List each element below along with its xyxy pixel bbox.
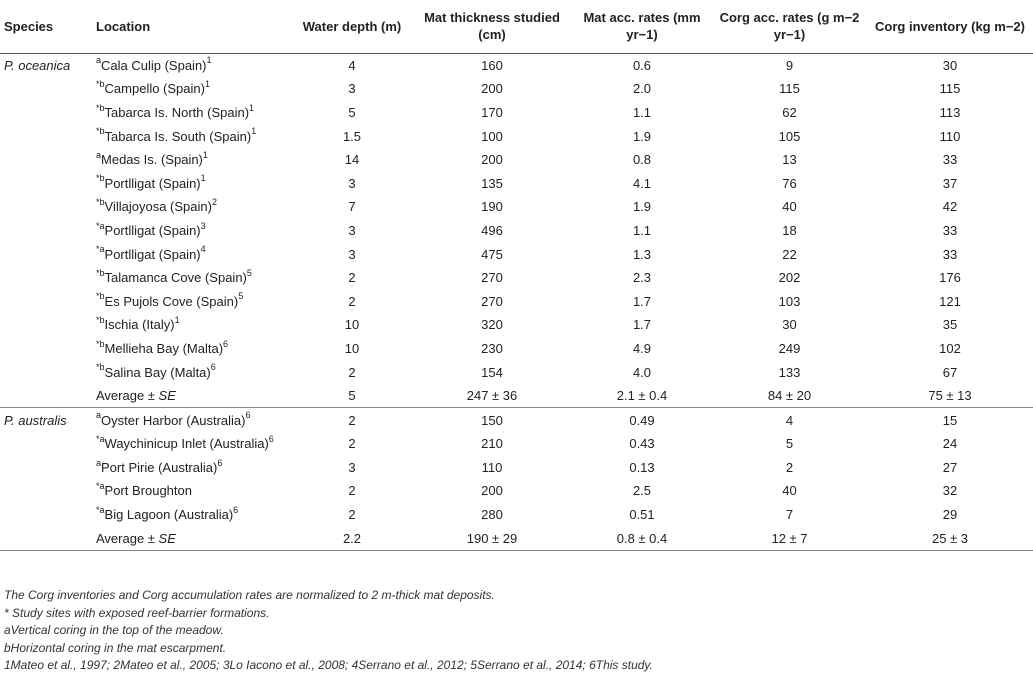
header-row [0, 0, 1033, 53]
corg-inventory-cell: 27 [942, 459, 958, 475]
corg-acc-cell: 4 [785, 412, 794, 428]
location-cell [92, 432, 292, 456]
average-mat-thickness-cell: 190 ± 29 [412, 526, 572, 550]
footnote-a: aVertical coring in the top of the meadow. [4, 623, 224, 637]
mat-thickness-cell: 154 [481, 364, 503, 380]
location-cell [92, 148, 292, 172]
location-name: Waychinicup Inlet (Australia) [104, 436, 269, 452]
coring-type-marker: b [99, 291, 105, 302]
species-cell [0, 195, 92, 219]
table-row [0, 289, 1033, 313]
water-depth-cell: 2 [348, 412, 356, 428]
average-row [0, 526, 1033, 550]
exposed-reef-marker: * [96, 267, 100, 278]
species-cell [0, 313, 92, 337]
table-row [0, 408, 1033, 432]
reference-marker: 1 [206, 55, 212, 66]
exposed-reef-marker: * [96, 126, 100, 137]
corg-acc-cell: 30 [782, 317, 797, 333]
mat-acc-cell: 2.0 [632, 81, 652, 97]
mat-acc-cell: 0.13 [629, 459, 655, 475]
reference-marker: 3 [200, 220, 206, 231]
location-cell [92, 171, 292, 195]
average-text: Average ± [96, 388, 159, 404]
coring-type-marker: a [99, 220, 105, 231]
table-row [0, 503, 1033, 527]
table-row [0, 266, 1033, 290]
coring-type-marker: a [99, 244, 105, 255]
mat-thickness-cell: 160 [481, 57, 503, 73]
table-row [0, 479, 1033, 503]
species-cell [0, 479, 92, 503]
species-cell [0, 148, 92, 172]
location-cell [92, 266, 292, 290]
reference-marker: 1 [249, 102, 255, 113]
reference-marker: 1 [174, 315, 180, 325]
water-depth-cell: 7 [348, 199, 356, 215]
header-mat-thickness: Mat thickness studied (cm) [412, 0, 572, 53]
average-corg-inventory-cell: 75 ± 13 [867, 384, 1033, 408]
average-water-depth-cell: 5 [292, 384, 412, 408]
average-text: Average ± [96, 530, 159, 546]
location-name: Tabarca Is. North (Spain) [104, 104, 250, 120]
location-cell [92, 219, 292, 243]
corg-inventory-cell: 110 [939, 128, 961, 144]
corg-inventory-cell: 37 [942, 175, 958, 191]
corg-acc-cell: 40 [782, 483, 797, 499]
water-depth-cell: 1.5 [342, 128, 362, 144]
corg-acc-cell: 249 [778, 340, 801, 356]
exposed-reef-marker: * [96, 220, 100, 231]
mat-thickness-cell: 190 [481, 199, 503, 215]
water-depth-cell: 4 [348, 57, 356, 73]
mat-thickness-cell: 270 [481, 270, 503, 286]
water-depth-cell: 3 [348, 175, 356, 191]
mat-thickness-cell: 270 [481, 293, 503, 309]
mat-acc-cell: 2.3 [632, 270, 652, 286]
table-row [0, 195, 1033, 219]
location-name: Mellieha Bay (Malta) [104, 340, 224, 356]
table-row [0, 360, 1033, 384]
species-cell [0, 337, 92, 361]
mat-acc-cell: 1.1 [632, 104, 652, 120]
corg-acc-cell: 105 [778, 128, 801, 144]
location-name: Big Lagoon (Australia) [104, 507, 234, 523]
average-corg-acc-cell: 84 ± 20 [712, 384, 867, 408]
location-cell [92, 124, 292, 148]
average-label [92, 526, 292, 550]
location-cell [92, 101, 292, 125]
exposed-reef-marker: * [96, 79, 100, 90]
coring-type-marker: b [99, 362, 105, 373]
exposed-reef-marker: * [96, 362, 100, 373]
table-row [0, 124, 1033, 148]
average-corg-acc-cell: 12 ± 7 [712, 526, 867, 550]
table-row [0, 337, 1033, 361]
header-species: Species [0, 0, 92, 53]
corg-inventory-cell: 33 [942, 222, 958, 238]
location-cell [92, 313, 292, 337]
corg-acc-cell: 62 [782, 104, 797, 120]
corg-inventory-cell: 102 [939, 340, 961, 356]
reference-marker: 5 [238, 291, 244, 302]
coring-type-marker: a [99, 433, 105, 444]
species-cell [0, 456, 92, 480]
corg-inventory-cell: 42 [942, 199, 958, 215]
coring-type-marker: a [96, 149, 102, 160]
location-name: Talamanca Cove (Spain) [104, 270, 247, 286]
corg-inventory-cell: 113 [939, 104, 961, 120]
water-depth-cell: 10 [344, 317, 360, 333]
mat-thickness-cell: 210 [481, 436, 503, 452]
reference-marker: 6 [268, 433, 274, 444]
corg-acc-cell: 103 [778, 293, 801, 309]
location-name: Portlligat (Spain) [104, 175, 201, 191]
water-depth-cell: 2 [348, 507, 356, 523]
location-cell [92, 289, 292, 313]
exposed-reef-marker: * [96, 433, 100, 444]
species-cell [0, 101, 92, 125]
header-corg-acc: Corg acc. rates (g m−2 yr−1) [712, 0, 867, 53]
location-name: Oyster Harbor (Australia) [101, 412, 246, 428]
location-cell [92, 456, 292, 480]
species-cell [0, 360, 92, 384]
coring-type-marker: b [99, 338, 105, 349]
location-name: Ischia (Italy) [104, 317, 175, 333]
exposed-reef-marker: * [96, 315, 100, 325]
corg-acc-cell: 18 [782, 222, 797, 238]
table-row [0, 171, 1033, 195]
corg-acc-cell: 22 [782, 246, 797, 262]
mat-acc-cell: 0.43 [629, 436, 655, 452]
species-cell [0, 289, 92, 313]
exposed-reef-marker: * [96, 197, 100, 208]
mat-thickness-cell: 135 [481, 175, 503, 191]
corg-acc-cell: 133 [778, 364, 801, 380]
mat-thickness-cell: 475 [481, 246, 503, 262]
coring-type-marker: b [99, 197, 105, 208]
water-depth-cell: 2 [348, 436, 356, 452]
footnote-normalized: The Corg inventories and Corg accumulation rates are normalized to 2 m-thick mat deposits. [4, 588, 495, 602]
corg-acc-cell: 76 [782, 175, 797, 191]
corg-inventory-cell: 29 [942, 507, 958, 523]
mat-thickness-cell: 280 [481, 507, 503, 523]
species-cell [0, 503, 92, 527]
location-cell [92, 77, 292, 101]
mat-acc-cell: 1.9 [632, 199, 652, 215]
corg-inventory-cell: 32 [942, 483, 958, 499]
table-row [0, 53, 1033, 77]
water-depth-cell: 3 [348, 246, 356, 262]
mat-acc-cell: 4.9 [632, 340, 652, 356]
header-location: Location [92, 0, 292, 53]
corg-inventory-cell: 115 [939, 81, 961, 97]
location-name: Cala Culip (Spain) [101, 57, 207, 73]
table-row [0, 77, 1033, 101]
table-row [0, 432, 1033, 456]
mat-acc-cell: 1.7 [632, 293, 652, 309]
exposed-reef-marker: * [96, 504, 100, 515]
location-cell [92, 503, 292, 527]
mat-acc-cell: 0.51 [629, 507, 655, 523]
table-row [0, 148, 1033, 172]
mat-acc-cell: 1.1 [632, 222, 652, 238]
corg-acc-cell: 13 [782, 152, 797, 168]
average-mat-acc-cell: 0.8 ± 0.4 [572, 526, 712, 550]
location-name: Medas Is. (Spain) [101, 152, 203, 168]
footnote-b: bHorizontal coring in the mat escarpment. [4, 640, 227, 655]
coring-type-marker: b [99, 79, 105, 90]
average-mat-thickness-cell: 247 ± 36 [412, 384, 572, 408]
location-name: Tabarca Is. South (Spain) [104, 128, 252, 144]
mat-thickness-cell: 496 [481, 222, 503, 238]
header-water-depth: Water depth (m) [292, 0, 412, 53]
header-corg-inventory: Corg inventory (kg m−2) [867, 0, 1033, 53]
corg-inventory-cell: 33 [942, 152, 958, 168]
corg-acc-cell: 115 [779, 81, 800, 97]
water-depth-cell: 2 [348, 483, 356, 499]
species-cell [0, 384, 92, 408]
reference-marker: 5 [246, 267, 252, 278]
footnote-star: * Study sites with exposed reef-barrier formations. [4, 605, 270, 620]
mat-thickness-cell: 170 [481, 104, 503, 120]
corg-inventory-cell: 24 [942, 436, 958, 452]
se-text: SE [158, 388, 176, 404]
reference-marker: 6 [233, 504, 239, 515]
location-name: Port Broughton [104, 483, 192, 499]
water-depth-cell: 3 [348, 81, 356, 97]
mat-acc-cell: 1.7 [632, 317, 652, 333]
species-cell: P. australis [4, 412, 67, 428]
species-cell [0, 526, 92, 550]
species-cell [0, 219, 92, 243]
species-cell [0, 77, 92, 101]
species-cell [0, 124, 92, 148]
table-row [0, 101, 1033, 125]
species-cell [0, 266, 92, 290]
reference-marker: 4 [200, 244, 206, 255]
corg-inventory-cell: 30 [942, 57, 958, 73]
mat-thickness-cell: 200 [481, 483, 503, 499]
corg-inventory-cell: 33 [942, 246, 958, 262]
location-name: Port Pirie (Australia) [101, 459, 218, 475]
table-row [0, 219, 1033, 243]
reference-marker: 6 [210, 362, 216, 373]
species-cell: P. oceanica [4, 57, 71, 73]
location-name: Campello (Spain) [104, 81, 205, 97]
mat-thickness-cell: 230 [481, 340, 503, 356]
water-depth-cell: 10 [344, 340, 360, 356]
reference-marker: 1 [200, 173, 206, 184]
water-depth-cell: 2 [348, 270, 356, 286]
location-cell [92, 408, 292, 432]
mat-acc-cell: 4.0 [632, 364, 652, 380]
exposed-reef-marker: * [96, 338, 100, 349]
table-row [0, 456, 1033, 480]
mat-acc-cell: 2.5 [632, 483, 652, 499]
species-cell [0, 242, 92, 266]
average-corg-inventory-cell: 25 ± 3 [867, 526, 1033, 550]
reference-marker: 2 [211, 197, 217, 208]
footnote-references: 1Mateo et al., 1997; 2Mateo et al., 2005; 3Lo Iacono et al., 2008; 4Serrano et al., 2012; 5Serrano et al., 2014; 6This study. [4, 658, 653, 672]
location-cell [92, 195, 292, 219]
mat-acc-cell: 0.6 [632, 57, 652, 73]
average-label [92, 384, 292, 408]
corg-acc-cell: 7 [785, 507, 794, 523]
reference-marker: 1 [202, 149, 208, 160]
mat-thickness-cell: 100 [481, 128, 503, 144]
corg-inventory-cell: 35 [942, 317, 958, 333]
table-row [0, 313, 1033, 337]
header-mat-acc: Mat acc. rates (mm yr−1) [572, 0, 712, 53]
location-cell [92, 337, 292, 361]
average-row [0, 384, 1033, 408]
reference-marker: 6 [245, 410, 251, 421]
location-cell [92, 479, 292, 503]
corg-acc-cell: 40 [782, 199, 797, 215]
corg-acc-cell: 5 [785, 436, 794, 452]
water-depth-cell: 2 [348, 364, 356, 380]
coring-type-marker: a [96, 410, 102, 421]
coring-type-marker: a [99, 481, 105, 492]
reference-marker: 1 [251, 126, 257, 137]
mat-thickness-cell: 150 [481, 412, 503, 428]
corg-acc-cell: 2 [785, 459, 794, 475]
water-depth-cell: 3 [348, 222, 356, 238]
location-cell [92, 360, 292, 384]
coring-type-marker: a [96, 457, 102, 468]
location-name: Portlligat (Spain) [104, 246, 201, 262]
exposed-reef-marker: * [96, 244, 100, 255]
corg-inventory-cell: 15 [942, 412, 958, 428]
mat-acc-cell: 0.8 [632, 152, 652, 168]
location-name: Villajoyosa (Spain) [104, 199, 212, 215]
coring-type-marker: b [99, 315, 105, 325]
table-footnotes [4, 587, 1024, 675]
reference-marker: 6 [223, 338, 229, 349]
water-depth-cell: 2 [348, 293, 356, 309]
mat-thickness-cell: 110 [481, 459, 503, 475]
exposed-reef-marker: * [96, 481, 100, 492]
average-water-depth-cell: 2.2 [292, 526, 412, 550]
water-depth-cell: 3 [348, 459, 356, 475]
coring-type-marker: b [99, 267, 105, 278]
se-text: SE [158, 530, 176, 546]
location-name: Portlligat (Spain) [104, 222, 201, 238]
mat-acc-cell: 1.3 [632, 246, 652, 262]
mat-acc-cell: 1.9 [632, 128, 652, 144]
reference-marker: 6 [217, 457, 223, 468]
location-name: Es Pujols Cove (Spain) [104, 293, 239, 309]
mat-thickness-cell: 320 [481, 317, 503, 333]
corg-inventory-cell: 176 [939, 270, 961, 286]
coring-type-marker: b [99, 126, 105, 137]
coring-type-marker: b [99, 173, 105, 184]
water-depth-cell: 5 [348, 104, 356, 120]
location-cell [92, 53, 292, 77]
corg-acc-cell: 202 [778, 270, 801, 286]
coring-type-marker: a [96, 55, 102, 66]
exposed-reef-marker: * [96, 291, 100, 302]
reference-marker: 1 [204, 79, 210, 90]
table-row [0, 242, 1033, 266]
mat-thickness-cell: 200 [481, 81, 503, 97]
mat-thickness-cell: 200 [481, 152, 503, 168]
corg-inventory-cell: 121 [939, 293, 961, 309]
corg-acc-cell: 9 [785, 57, 794, 73]
coring-type-marker: b [99, 102, 105, 113]
exposed-reef-marker: * [96, 173, 100, 184]
water-depth-cell: 14 [344, 152, 360, 168]
location-name: Salina Bay (Malta) [104, 364, 211, 380]
exposed-reef-marker: * [96, 102, 100, 113]
coring-type-marker: a [99, 504, 105, 515]
mat-acc-cell: 4.1 [632, 175, 652, 191]
species-cell [0, 432, 92, 456]
location-cell [92, 242, 292, 266]
mat-acc-cell: 0.49 [629, 412, 655, 428]
average-mat-acc-cell: 2.1 ± 0.4 [572, 384, 712, 408]
species-cell [0, 171, 92, 195]
corg-inventory-cell: 67 [942, 364, 958, 380]
